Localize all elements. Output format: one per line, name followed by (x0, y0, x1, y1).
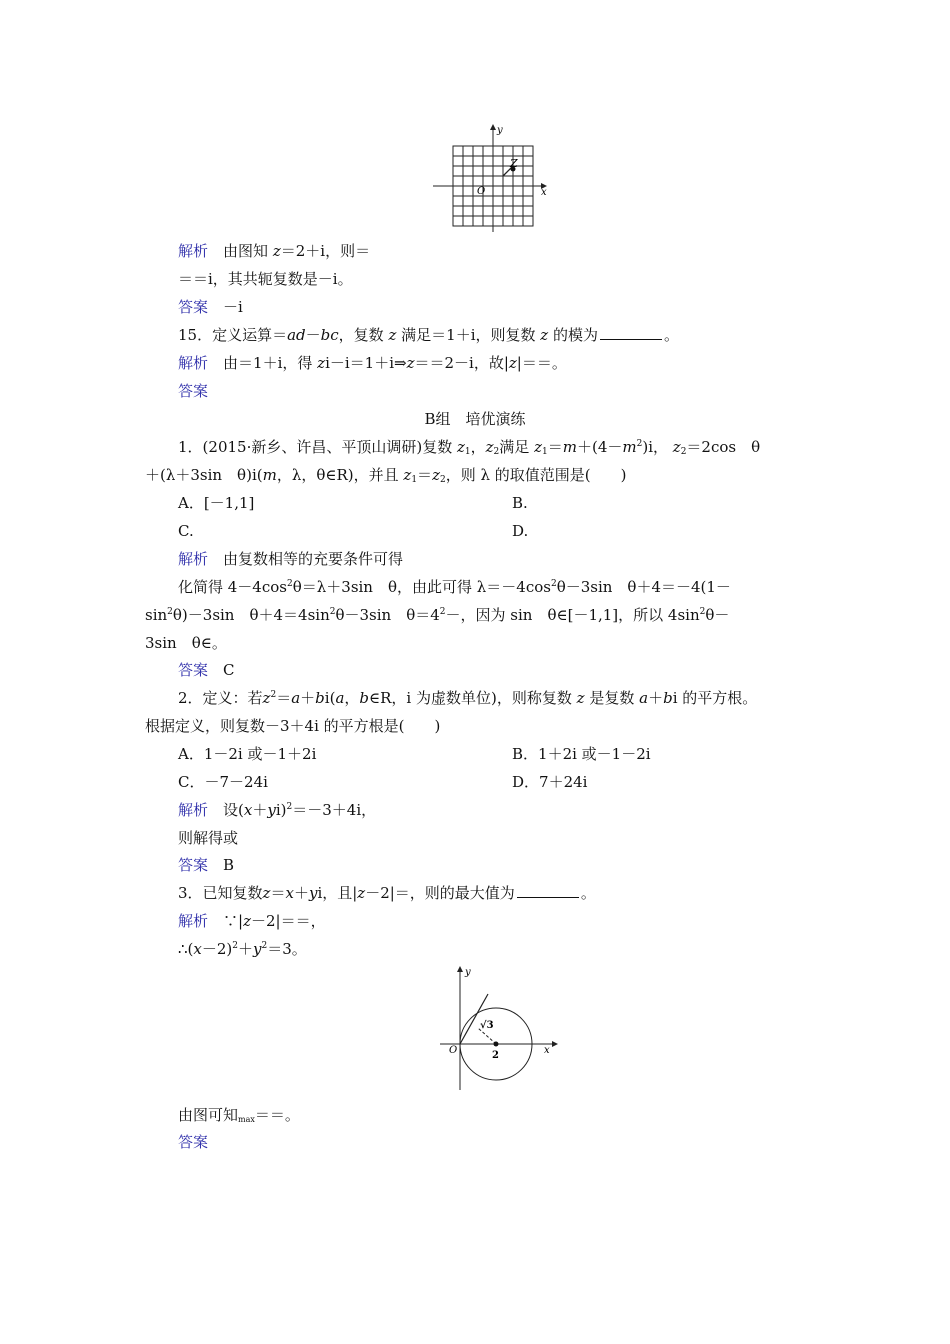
b2-solution-line2: 则解得或 (178, 829, 239, 847)
b2-option-c: C．－7－24i (178, 773, 268, 791)
b1-solution-line2: 化简得 $4-4\cos^2\theta=\lambda+3\sin$ θ，由此可得 $\lambda=-4\cos^2\theta-3\sin$ θ＋4＝－4(1－ (178, 578, 731, 596)
solution-label: 解析 (178, 354, 209, 372)
q14-answer: 答案 －i (178, 298, 243, 316)
answer-label: 答案 (178, 856, 209, 874)
axis-x-label: x (544, 1045, 550, 1056)
b2-option-d: D．7＋24i (512, 773, 588, 791)
q15-solution: 解析 由＝1＋i，得 zi－i＝1＋i⇒z＝＝2－i，故|z|＝＝。 (178, 354, 567, 372)
b2-question-line1: 2．定义：若$z^2=a+bi(a$，b∈R，i 为虚数单位)，则称复数 z 是复数 a＋bi 的平方根。 (178, 689, 758, 707)
b1-option-b: B. (512, 494, 528, 512)
b3-conclusion: 由图可知$_{max}$＝＝。 (178, 1106, 300, 1124)
b2-solution-line1: 解析 设$(x+yi)^2=-3+4i$， (178, 801, 377, 819)
b2-answer: 答案 B (178, 856, 235, 874)
origin-label: O (477, 186, 486, 197)
b2-question-line2: 根据定义，则复数－3＋4i 的平方根是( ) (145, 717, 441, 735)
q15-answer (178, 381, 208, 401)
axis-x-label: x (541, 187, 547, 198)
answer-label: 答案 (178, 661, 209, 679)
point-z-label: Z (510, 157, 518, 170)
origin-label: O (449, 1045, 458, 1056)
b3-question: 3．已知复数z＝x＋yi，且|z－2|＝，则的最大值为 。 (178, 884, 596, 902)
answer-blank (600, 325, 662, 340)
q14-solution-line1: 解析 由图知 z＝2＋i，则＝ (178, 242, 371, 260)
b1-option-d: D. (512, 522, 529, 540)
circle-tangent-figure (440, 964, 560, 1094)
answer-label: 答案 (178, 298, 209, 316)
q14-solution-line2: ＝＝i，其共轭复数是－i。 (178, 270, 353, 288)
solution-label: 解析 (178, 912, 209, 930)
answer-label: 答案 (178, 1133, 209, 1151)
answer-blank (517, 883, 579, 898)
b1-question-line1: 1．(2015·新乡、许昌、平顶山调研)复数 $z_1$，$z_2$满足 $z_1=m+(4-m^2)i$， $z_2=2\cos$ θ (178, 438, 761, 457)
section-title: B组 培优演练 (424, 410, 526, 428)
b3-solution-line2: $\therefore(x-2)^2+y^2=3$。 (178, 940, 307, 958)
b3-solution-line1: 解析 ∵|z－2|＝＝， (178, 912, 326, 930)
b1-question-line2: ＋(λ＋3sin θ)i(m，λ，θ∈R)，并且 $z_1=z_2$，则 λ 的取值范围是( ) (145, 466, 627, 485)
solution-label: 解析 (178, 242, 209, 260)
center-label: 2 (492, 1050, 499, 1061)
b2-option-b: B．1＋2i 或－1－2i (512, 745, 651, 763)
complex-plane-grid-figure (425, 122, 555, 234)
axis-y-label: y (497, 125, 503, 136)
axis-y-label: y (465, 967, 471, 978)
b1-solution-line3: $\sin^2\theta)-3\sin$ $\theta+4=4\sin^2\theta-3\sin$ $\theta=4^2-$，因为 sin θ∈[－1,1]，所以 $4\sin^2\theta-$ (145, 606, 730, 624)
b1-option-a: A．[－1,1] (178, 494, 255, 512)
b1-answer: 答案 C (178, 661, 235, 679)
b1-solution-line4: 3sin θ∈。 (145, 634, 227, 652)
answer-label: 答案 (178, 382, 209, 400)
b1-option-c: C. (178, 522, 194, 540)
solution-label: 解析 (178, 801, 209, 819)
radius-label: √3 (480, 1020, 494, 1031)
b2-option-a: A．1－2i 或－1＋2i (178, 745, 317, 763)
q15-question: 15．定义运算＝ad－bc，复数 z 满足＝1＋i，则复数 z 的模为 。 (178, 326, 679, 344)
solution-label: 解析 (178, 550, 209, 568)
b1-solution-line1: 解析 由复数相等的充要条件可得 (178, 550, 404, 568)
b3-answer (178, 1132, 208, 1152)
